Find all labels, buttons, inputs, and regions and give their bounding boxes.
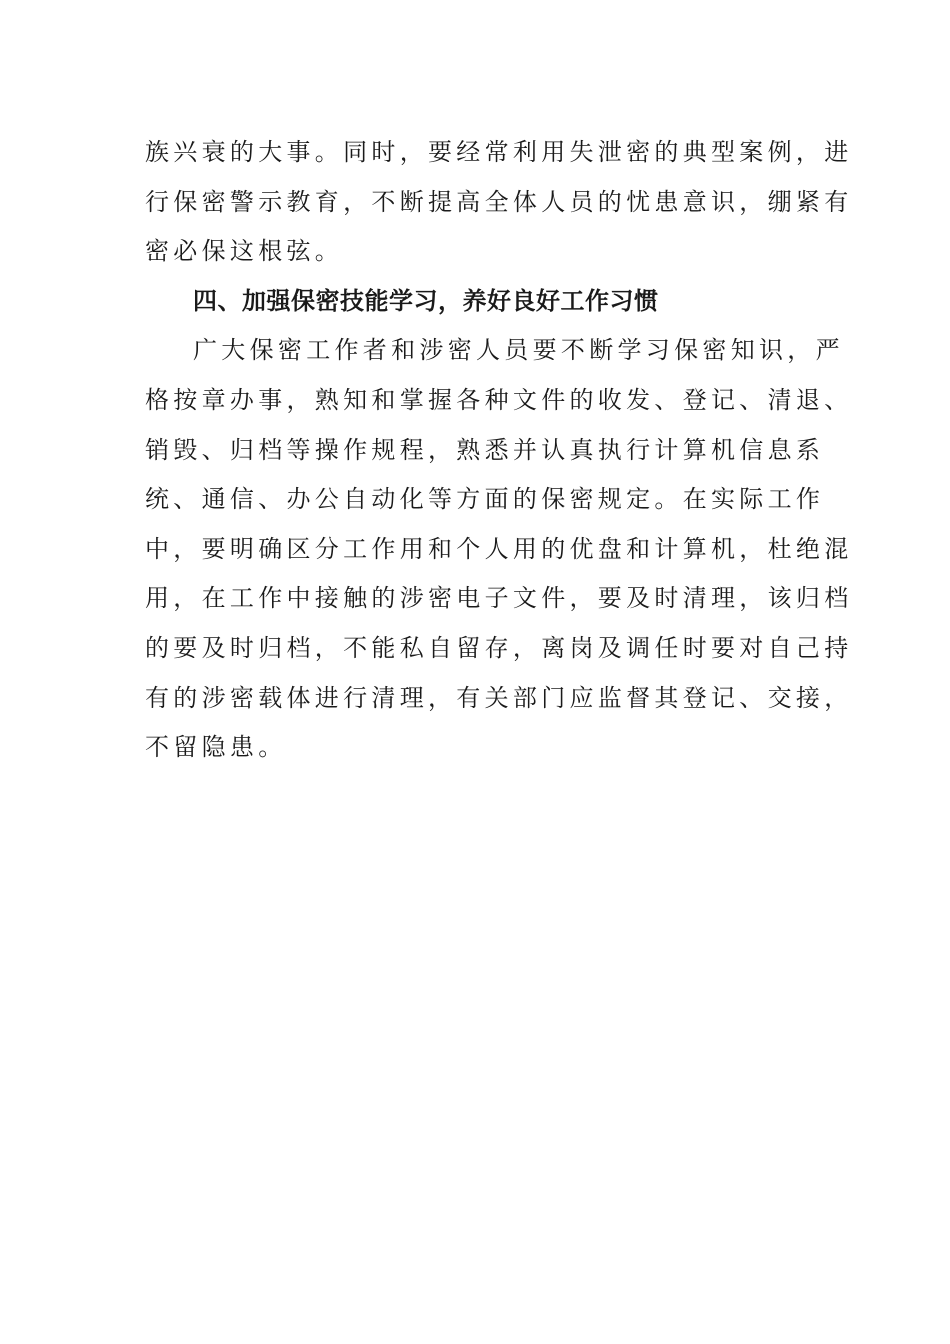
text-line: 的要及时归档，不能私自留存，离岗及调任时要对自己持 — [145, 633, 853, 662]
paragraph-body — [145, 326, 853, 772]
text-line: 行保密警示教育，不断提高全体人员的忧患意识，绷紧有 — [145, 187, 853, 216]
text-line: 密必保这根弦。 — [145, 237, 344, 266]
text-line: 广大保密工作者和涉密人员要不断学习保密知识，严 — [193, 336, 844, 365]
text-line: 有的涉密载体进行清理，有关部门应监督其登记、交接， — [145, 683, 853, 712]
section-heading: 四、加强保密技能学习，养好良好工作习惯 — [193, 286, 659, 315]
text-line: 不留隐患。 — [145, 733, 287, 762]
paragraph-continuation — [145, 128, 853, 277]
text-line: 用，在工作中接触的涉密电子文件，要及时清理，该归档 — [145, 584, 853, 613]
document-body — [145, 128, 853, 773]
text-line: 格按章办事，熟知和掌握各种文件的收发、登记、清退、 — [145, 385, 853, 414]
text-line: 统、通信、办公自动化等方面的保密规定。在实际工作 — [145, 485, 825, 514]
text-line: 中，要明确区分工作用和个人用的优盘和计算机，杜绝混 — [145, 534, 853, 563]
text-line: 销毁、归档等操作规程，熟悉并认真执行计算机信息系 — [145, 435, 825, 464]
text-line: 族兴衰的大事。同时，要经常利用失泄密的典型案例，进 — [145, 138, 853, 166]
